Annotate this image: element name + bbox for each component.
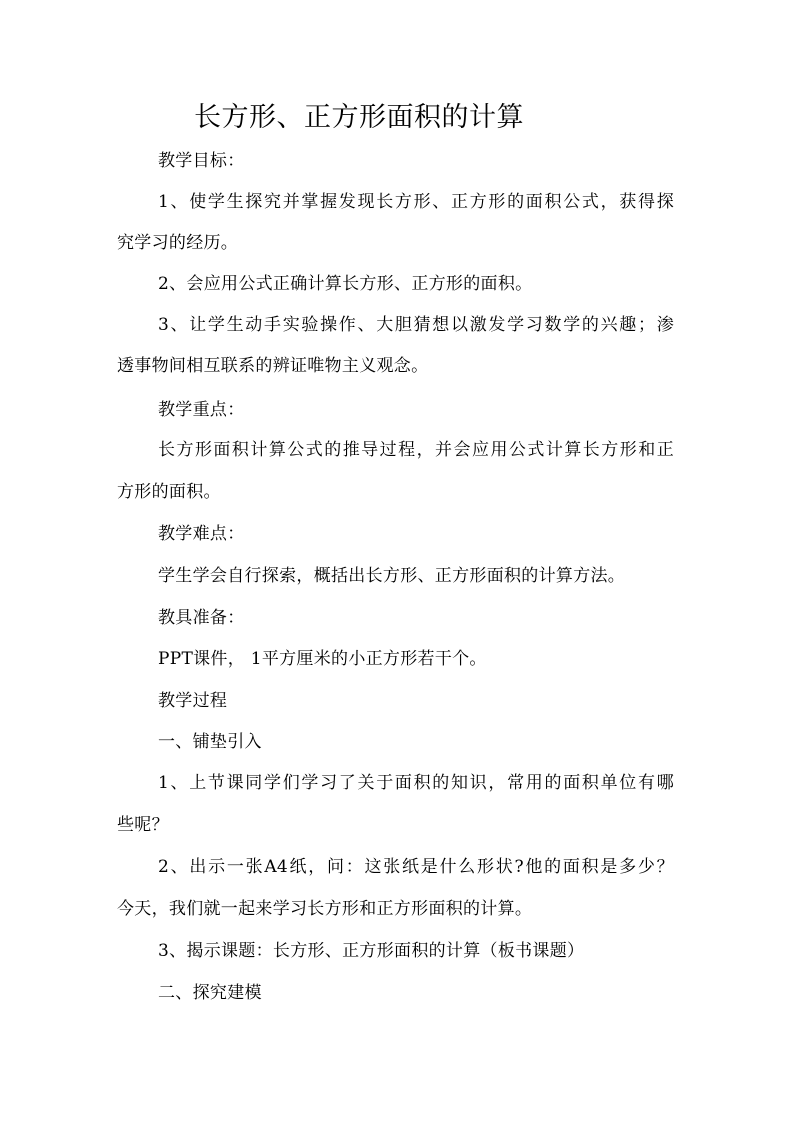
key-points-line-1: 长方形面积计算公式的推导过程，并会应用公式计算长方形和正 [158, 440, 674, 460]
step-1-line-2: 些呢？ [117, 815, 169, 835]
heading-teaching-goals: 教学目标： [158, 151, 245, 171]
goal-3-line-1: 3、让学生动手实验操作、大胆猜想以激发学习数学的兴趣；渗 [158, 315, 674, 335]
section-2-heading: 二、探究建模 [158, 983, 262, 1003]
step-1-line-1: 1、上节课同学们学习了关于面积的知识，常用的面积单位有哪 [158, 773, 674, 793]
key-points-line-2: 方形的面积。 [117, 482, 221, 502]
heading-materials: 教具准备： [158, 608, 245, 628]
step-2-line-2: 今天，我们就一起来学习长方形和正方形面积的计算。 [117, 899, 533, 919]
goal-1-line-1: 1、使学生探究并掌握发现长方形、正方形的面积公式，获得探 [158, 192, 674, 212]
difficulties-text: 学生学会自行探索，概括出长方形、正方形面积的计算方法。 [158, 566, 626, 586]
goal-2: 2、会应用公式正确计算长方形、正方形的面积。 [158, 274, 533, 294]
document-title: 长方形、正方形面积的计算 [194, 102, 524, 133]
materials-text: PPT课件， 1平方厘米的小正方形若干个。 [158, 649, 487, 669]
section-1-heading: 一、铺垫引入 [158, 732, 262, 752]
heading-teaching-process: 教学过程 [158, 691, 228, 711]
step-2-line-1: 2、出示一张A4纸，问：这张纸是什么形状?他的面积是多少？ [158, 857, 674, 877]
goal-3-line-2: 透事物间相互联系的辨证唯物主义观念。 [117, 356, 429, 376]
heading-difficulties: 教学难点： [158, 524, 245, 544]
step-3: 3、揭示课题：长方形、正方形面积的计算（板书课题） [158, 941, 585, 961]
goal-1-line-2: 究学习的经历。 [117, 233, 239, 253]
heading-key-points: 教学重点： [158, 400, 245, 420]
